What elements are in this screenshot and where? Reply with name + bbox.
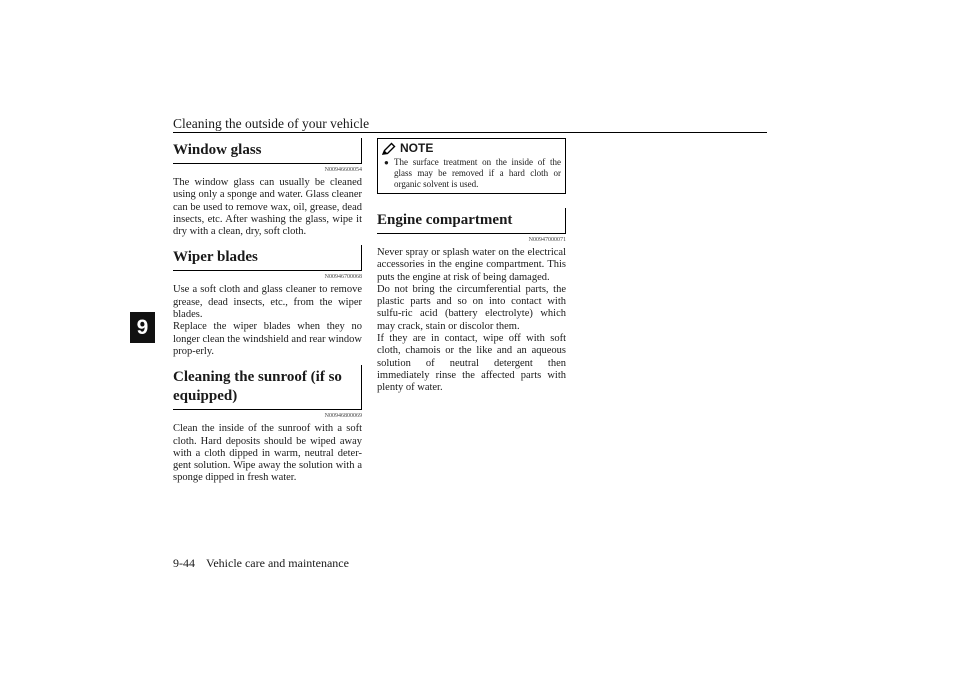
section-paragraph: Replace the wiper blades when they no longer clean the windshield and rear window prop-erly. [173,321,362,357]
section-code: N00947000071 [528,237,566,243]
section-window-glass [173,138,362,238]
note-pencil-icon [382,142,396,155]
page-number: 9-44 [173,556,195,570]
section-paragraph: If they are in contact, wipe off with soft cloth, chamois or the like and an aqueous solution of neutral detergent then immediately rinse the affected parts with plenty of water. [377,333,566,394]
section-paragraph: The window glass can usually be cleaned using only a sponge and water. Glass cleaner can be used to remove wax, oil, grease, dead insects, etc. After washing the glass, wipe it dry with a clean, dry, soft cloth. [173,177,362,238]
left-column [173,138,362,485]
note-text: The surface treatment on the inside of the glass may be removed if a hard cloth or organic solvent is used. [394,157,561,189]
note-box [377,138,566,194]
section-paragraph: Do not bring the circumferential parts, the plastic parts and so on into contact with sulfu-ric acid (battery electrolyte) which may crack, stain or discolor them. [377,283,566,332]
bullet-icon: ● [384,158,389,167]
section-wiper-blades [173,245,362,358]
right-column [377,138,566,395]
page-header-title: Cleaning the outside of your vehicle [173,116,370,131]
section-code: N00946600054 [324,167,362,173]
note-item [378,157,565,190]
section-sunroof [173,365,362,484]
chapter-title: Vehicle care and maintenance [206,556,349,570]
section-paragraph: Clean the inside of the sunroof with a soft cloth. Hard deposits should be wiped away with a cloth dipped in warm, neutral deter-gent solution. Wipe away the solution with a sponge dipped in fresh water. [173,423,362,484]
section-paragraph: Never spray or splash water on the electrical accessories in the engine compartment. This puts the engine at risk of being damaged. [377,247,566,283]
section-engine-compartment [377,208,566,395]
page-footer [173,556,349,571]
note-label: NOTE [400,141,434,155]
section-heading: Window glass [173,138,362,164]
section-code: N00946700068 [324,274,362,281]
chapter-tab: 9 [130,312,155,343]
section-heading: Engine compartment [377,208,566,234]
section-paragraph: Use a soft cloth and glass cleaner to remove grease, dead insects, etc., from the wiper blades. [173,284,362,321]
section-code: N00946800069 [324,413,362,420]
header-rule [173,132,767,133]
section-heading: Cleaning the sunroof (if so equipped) [173,365,362,410]
note-header [378,139,565,157]
section-heading: Wiper blades [173,245,362,271]
